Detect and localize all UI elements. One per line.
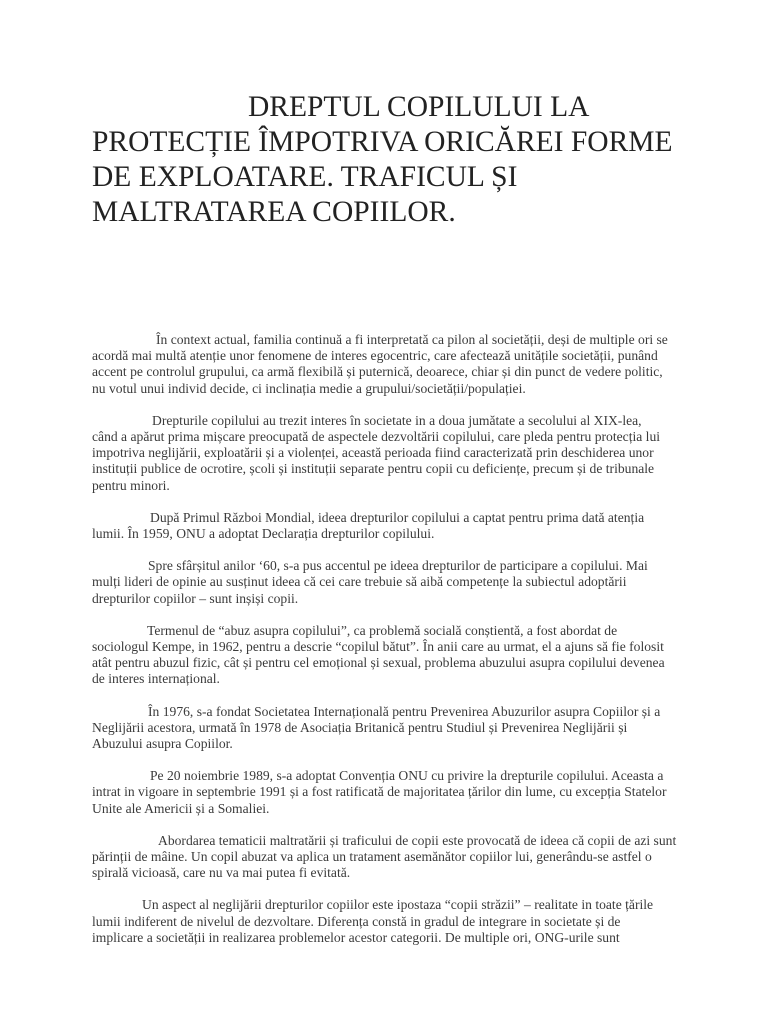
- paragraph-family-context: [92, 332, 692, 397]
- paragraph-vicious-spiral: [92, 833, 692, 882]
- paragraph-sixties: [92, 558, 692, 607]
- text-line: Abuzului asupra Copiilor.: [92, 736, 233, 752]
- paragraph-post-ww1: [92, 510, 692, 542]
- text-line: intrat in vigoare in septembrie 1991 și a fost ratificată de majoritatea țărilor din lume, cu excepția Statelor: [92, 784, 667, 800]
- text-line: Un aspect al neglijării drepturilor copiilor este ipostaza “copii străzii” – realitate in toate țările: [142, 897, 654, 913]
- text-line: Spre sfârșitul anilor ‘60, s-a pus accentul pe ideea drepturilor de participare a copilului. Mai: [148, 558, 648, 574]
- text-line: Drepturile copilului au trezit interes în societate in a doua jumătate a secolului al XIX-lea,: [152, 412, 642, 428]
- text-line: În context actual, familia continuă a fi interpretată ca pilon al societății, deși de multiple ori se: [156, 332, 668, 347]
- paragraph-child-rights-history: [92, 413, 692, 494]
- text-line: Unite ale Americii și a Somaliei.: [92, 800, 270, 816]
- title-line: DREPTUL COPILULUI LA: [248, 91, 590, 123]
- text-line: implicare a societății in realizarea problemelor acestor categorii. De multiple ori, ONG-urile sunt: [92, 929, 620, 945]
- document-title: [92, 90, 692, 230]
- text-line: pentru minori.: [92, 477, 170, 493]
- text-line: Termenul de “abuz asupra copilului”, ca problemă socială conștientă, a fost abordat de: [147, 622, 618, 638]
- text-line: instituții publice de ocrotire, școli și instituții separate pentru copii cu deficiențe, precum și de tribunale: [92, 461, 655, 477]
- text-line: atât pentru abuzul fizic, cât și pentru cel emoțional și sexual, problema abuzului asupra copilului devenea: [92, 655, 665, 671]
- text-line: Pe 20 noiembrie 1989, s-a adoptat Convenția ONU cu privire la drepturile copilului. Aceasta a: [150, 768, 664, 784]
- text-line: impotriva neglijării, exploatării și a violenței, această perioada fiind caracterizată prin deschiderea unor: [92, 445, 654, 461]
- paragraph-abuse-term: [92, 623, 692, 688]
- text-line: spirală vicioasă, care nu va mai putea fi evitată.: [92, 865, 351, 881]
- title-line: MALTRATAREA COPIILOR.: [92, 196, 456, 228]
- text-line: părinții de mâine. Un copil abuzat va aplica un tratament asemănător copiilor lui, generându-se astfel o: [92, 849, 652, 865]
- text-line: În 1976, s-a fondat Societatea Internațională pentru Prevenirea Abuzurilor asupra Copiilor și a: [148, 703, 661, 719]
- text-line: După Primul Război Mondial, ideea drepturilor copilului a captat pentru prima dată atenția: [150, 509, 645, 525]
- title-line: DE EXPLOATARE. TRAFICUL ȘI: [92, 161, 518, 193]
- text-line: lumii. În 1959, ONU a adoptat Declarația drepturilor copilului.: [92, 526, 435, 542]
- text-line: drepturilor copiilor – sunt inșiși copii.: [92, 590, 299, 606]
- title-line: PROTECȚIE ÎMPOTRIVA ORICĂREI FORME: [92, 126, 673, 158]
- text-line: de interes internațional.: [92, 671, 220, 687]
- text-line: lumii indiferent de nivelul de dezvoltare. Diferența constă in gradul de integrare in societate și de: [92, 913, 621, 929]
- text-line: Abordarea tematicii maltratării și traficului de copii este provocată de ideea că copii de azi sunt: [158, 832, 677, 848]
- text-line: Neglijării acestora, urmată în 1978 de Asociația Britanică pentru Studiul și Prevenirea Neglijării și: [92, 719, 628, 735]
- paragraph-1976-society: [92, 704, 692, 753]
- text-line: când a apărut prima mișcare preocupată de aspectele dezvoltării copilului, care pleda pentru protecția lui: [92, 429, 661, 445]
- text-line: acordă mai multă atenție unor fenomene de interes egocentric, care afectează unitățile societății, punând: [92, 348, 658, 364]
- text-line: mulți lideri de opinie au susținut ideea că cei care trebuie să aibă competențe la subiectul adoptării: [92, 574, 627, 590]
- text-line: accent pe controlul grupului, ca armă flexibilă și puternică, deoarece, chiar și din punct de vedere politic,: [92, 364, 663, 380]
- paragraph-un-convention: [92, 768, 692, 817]
- paragraph-street-children: [92, 897, 692, 946]
- text-line: nu votul unui individ decide, ci inclinația medie a grupului/societății/populației.: [92, 380, 526, 396]
- text-line: sociologul Kempe, in 1962, pentru a descrie “copilul bătut”. În anii care au urmat, el a ajuns să fie folosit: [92, 639, 664, 655]
- document-body: [92, 332, 692, 962]
